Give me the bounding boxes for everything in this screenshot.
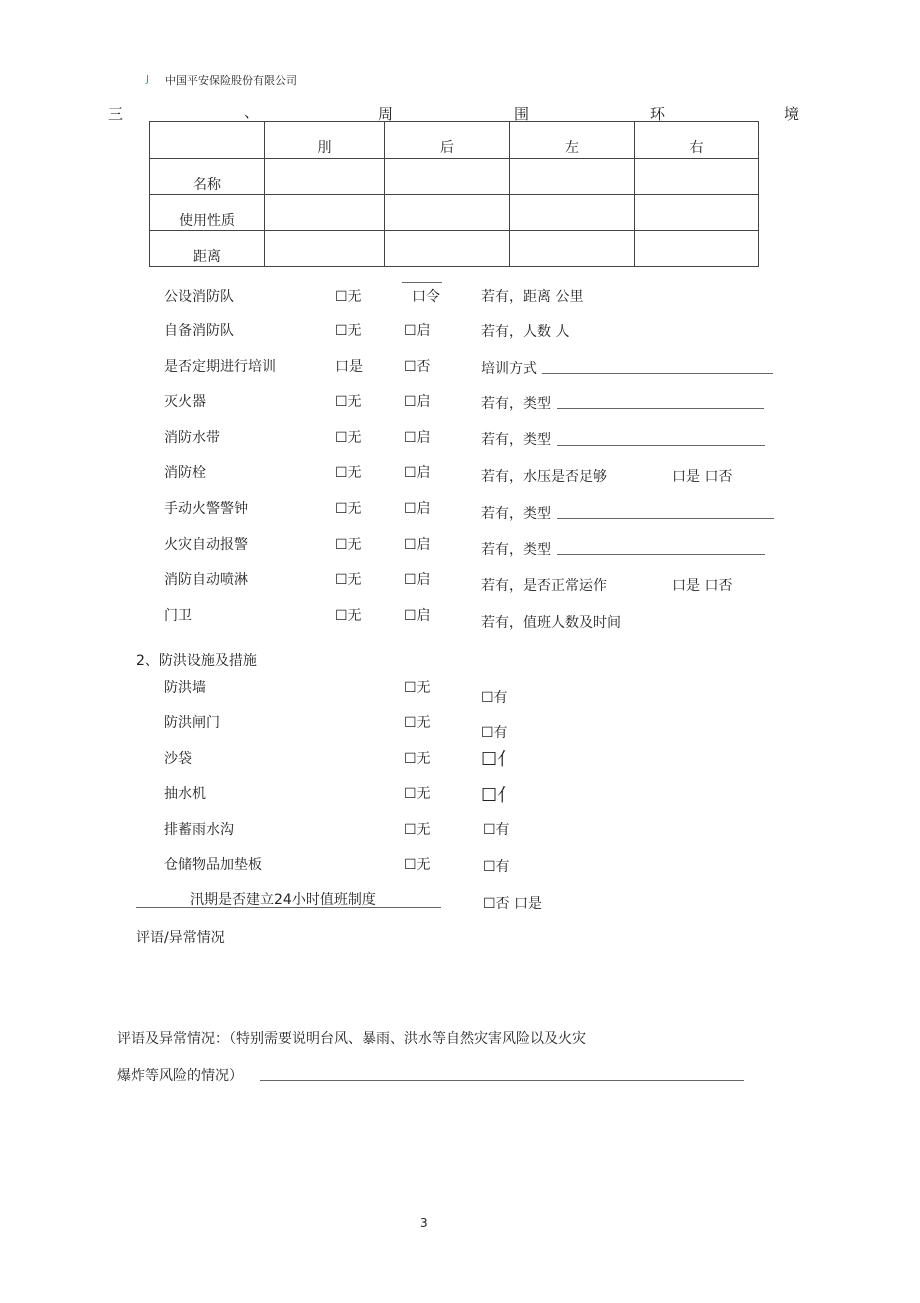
- option-no[interactable]: ☐无: [335, 465, 362, 481]
- fire-item-note: 若有，类型: [481, 506, 551, 522]
- header-mark: J: [146, 74, 149, 85]
- duty-question: 汛期是否建立24小时值班制度: [190, 892, 376, 908]
- table-corner-cell: [150, 122, 265, 159]
- option-yes-clipped[interactable]: [481, 722, 508, 741]
- comment-label-line2: 爆炸等风险的情况）: [117, 1068, 243, 1084]
- option-no[interactable]: ☐无: [335, 430, 362, 446]
- fire-item-name: 火灾自动报警: [164, 537, 248, 553]
- fire-item-name: 门卫: [164, 608, 192, 624]
- flood-item-name: 沙袋: [164, 751, 192, 767]
- section-title-char: 三: [108, 105, 124, 123]
- flood-section-title: 2、防洪设施及措施: [136, 653, 257, 669]
- company-name: 中国平安保险股份有限公司: [165, 74, 297, 87]
- fire-item-name: 消防栓: [164, 465, 206, 481]
- fire-item-name: 消防水带: [164, 430, 220, 446]
- fire-item-name: 公设消防队: [164, 289, 234, 305]
- page-number: 3: [420, 1216, 428, 1230]
- option-yes[interactable]: ☐启: [404, 608, 431, 624]
- fire-item-name: 手动火警警钟: [164, 501, 248, 517]
- fire-item-note: 若有，类型: [481, 396, 551, 412]
- fire-item-note: 若有，是否正常运作: [481, 578, 607, 594]
- flood-item-name: 防洪闸门: [164, 715, 220, 731]
- option-no[interactable]: ☐无: [335, 323, 362, 339]
- option-yes[interactable]: ☐启: [404, 572, 431, 588]
- section-title-char: 围: [514, 105, 530, 123]
- option-no[interactable]: ☐无: [404, 715, 431, 731]
- flood-item-name: 仓储物品加垫板: [164, 857, 262, 873]
- pressure-options[interactable]: 口是 口否: [672, 469, 733, 485]
- table-cell[interactable]: [385, 195, 510, 231]
- option-no[interactable]: ☐无: [335, 394, 362, 410]
- option-no[interactable]: ☐无: [335, 289, 362, 305]
- fire-item-note: 若有，距离 公里: [481, 289, 584, 305]
- option-no[interactable]: ☐无: [404, 751, 431, 767]
- option-yes[interactable]: 口令: [412, 289, 440, 305]
- table-cell[interactable]: [510, 159, 635, 195]
- fire-item-note: 若有，人数 人: [481, 324, 570, 340]
- table-cell[interactable]: [635, 195, 759, 231]
- header-right: 右: [635, 122, 759, 159]
- option-yes[interactable]: ☐有: [481, 690, 508, 706]
- fire-item-name: 消防自动喷淋: [164, 572, 248, 588]
- option-yes[interactable]: ☐启: [404, 430, 431, 446]
- option-yes[interactable]: ☐启: [404, 323, 431, 339]
- table-cell[interactable]: [265, 195, 385, 231]
- table-row: [150, 231, 759, 267]
- blank-line[interactable]: [557, 518, 774, 519]
- option-yes[interactable]: ☐启: [404, 465, 431, 481]
- option-yes[interactable]: ☐启: [404, 501, 431, 517]
- header-front: 刖: [265, 122, 385, 159]
- option-yes[interactable]: ☐有: [483, 859, 510, 875]
- option-no[interactable]: ☐无: [404, 822, 431, 838]
- fire-item-name: 灭火器: [164, 394, 206, 410]
- fire-item-note: 若有，类型: [481, 542, 551, 558]
- blank-line: [402, 282, 442, 283]
- option-no[interactable]: ☐无: [404, 680, 431, 696]
- table-cell[interactable]: [265, 159, 385, 195]
- blank-line[interactable]: [542, 373, 773, 374]
- fire-item-name: 是否定期进行培训: [164, 359, 276, 375]
- table-cell[interactable]: [385, 159, 510, 195]
- fire-item-note: 培训方式: [481, 361, 537, 377]
- table-header-row: [150, 122, 759, 159]
- table-cell[interactable]: [265, 231, 385, 267]
- fire-item-note: 若有，水压是否足够: [481, 469, 607, 485]
- option-no[interactable]: ☐无: [404, 786, 431, 802]
- option-yes: ☐有: [481, 725, 508, 741]
- table-row: [150, 195, 759, 231]
- section-title-char: 周: [378, 105, 394, 123]
- flood-item-name: 防洪墙: [164, 680, 206, 696]
- table-cell[interactable]: [635, 231, 759, 267]
- blank-line[interactable]: [557, 554, 765, 555]
- option-yes[interactable]: 口是: [335, 359, 363, 375]
- row-label-distance: 距离: [150, 231, 265, 267]
- option-yes[interactable]: ☐启: [404, 394, 431, 410]
- fire-item-name: 自备消防队: [164, 323, 234, 339]
- option-yes[interactable]: ☐亻: [481, 785, 516, 806]
- option-no[interactable]: ☐无: [335, 608, 362, 624]
- surroundings-table: [149, 121, 759, 267]
- blank-line[interactable]: [557, 408, 764, 409]
- table-cell[interactable]: [510, 231, 635, 267]
- option-no[interactable]: ☐否: [404, 359, 431, 375]
- section-title-char: 境: [784, 105, 800, 123]
- comment-label-short: 评语/异常情况: [136, 930, 225, 946]
- row-label-name: 名称: [150, 159, 265, 195]
- header-back: 后: [385, 122, 510, 159]
- table-cell[interactable]: [635, 159, 759, 195]
- option-no[interactable]: ☐无: [335, 537, 362, 553]
- option-no[interactable]: ☐无: [335, 572, 362, 588]
- option-no[interactable]: ☐无: [335, 501, 362, 517]
- operation-options[interactable]: 口是 口否: [672, 578, 733, 594]
- section-title-char: 环: [650, 105, 666, 123]
- table-cell[interactable]: [385, 231, 510, 267]
- fire-item-note: 若有，值班人数及时间: [481, 615, 621, 631]
- blank-line[interactable]: [557, 445, 765, 446]
- comment-label-line1: 评语及异常情况：（特别需要说明台风、暴雨、洪水等自然灾害风险以及火灾: [117, 1031, 586, 1047]
- row-label-usage: 使用性质: [150, 195, 265, 231]
- section-title-char: 、: [244, 103, 260, 121]
- flood-item-name: 抽水机: [164, 786, 206, 802]
- fire-item-note: 若有，类型: [481, 432, 551, 448]
- table-row: [150, 159, 759, 195]
- option-no[interactable]: ☐无: [404, 857, 431, 873]
- header-left: 左: [510, 122, 635, 159]
- table-cell[interactable]: [510, 195, 635, 231]
- option-yes[interactable]: ☐亻: [481, 749, 516, 770]
- comment-input-line[interactable]: [260, 1080, 744, 1081]
- flood-item-name: 排蓄雨水沟: [164, 822, 234, 838]
- duty-options[interactable]: ☐否 口是: [483, 896, 543, 912]
- option-yes[interactable]: ☐有: [483, 822, 510, 838]
- option-yes[interactable]: ☐启: [404, 537, 431, 553]
